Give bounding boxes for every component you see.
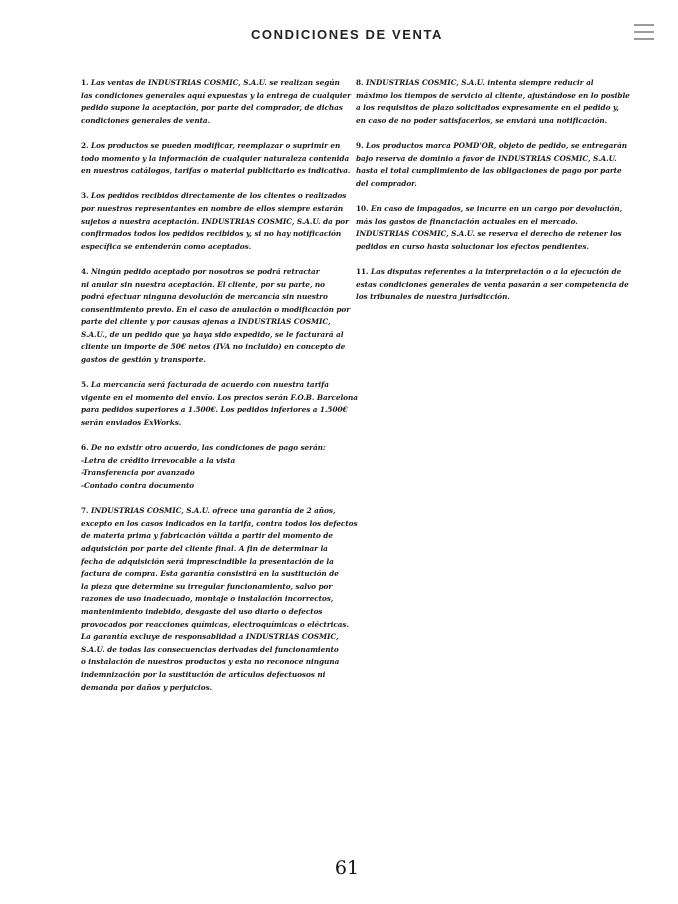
clause-text: estas condiciones generales de venta pasarán a ser competencia de — [356, 279, 629, 289]
right-column — [356, 77, 630, 316]
clause-number: 8. — [356, 78, 364, 87]
clause-line — [81, 291, 337, 304]
clause-line — [81, 505, 337, 518]
clause-number: 6. — [81, 443, 89, 453]
clause-line — [356, 291, 616, 304]
clause-line — [81, 140, 341, 153]
clause-text: Las disputas referentes a la interpretación o a la ejecución de — [371, 266, 622, 276]
clause-text: cliente un importe de 50€ netos (IVA no incluido) en concepto de — [81, 342, 346, 352]
clause-text: específica se entenderán como aceptados. — [81, 241, 252, 251]
clause-3 — [81, 190, 349, 253]
clause-text: consentimiento previo. En el caso de anulación o modificación por — [81, 304, 350, 314]
clause-text: Las ventas de INDUSTRIAS COSMIC, S.A.U. se realizan según — [91, 78, 340, 87]
clause-text: hasta el total cumplimiento de las obligaciones de pago por parte — [356, 166, 622, 176]
clause-text: la pieza que determine su irregular funcionamiento, salvo por — [81, 581, 333, 591]
clause-text: gastos de gestión y transporte. — [81, 355, 206, 365]
clause-line — [81, 228, 342, 241]
clause-line — [81, 379, 337, 392]
clause-line — [356, 279, 629, 292]
clause-text: para pedidos superiores a 1.500€. Los pedidos inferiores a 1.500€ — [81, 405, 348, 415]
clause-text: ni anular sin nuestra aceptación. El cliente, por su parte, no — [81, 279, 325, 289]
clause-text: INDUSTRIAS COSMIC, S.A.U. se reserva el derecho de retener los — [356, 229, 622, 239]
clause-line — [81, 304, 350, 317]
clause-text: -Transferencia por avanzado — [81, 468, 195, 478]
clause-10 — [356, 203, 623, 253]
clause-line — [356, 266, 622, 279]
clause-line — [81, 153, 350, 166]
clause-line — [81, 669, 337, 682]
clause-text: en caso de no poder satisfacerlos, se enviará una notificación. — [356, 115, 608, 125]
clause-text: S.A.U., de un pedido que ya haya sido expedido, se le facturará al — [81, 329, 344, 339]
menu-bar — [634, 38, 654, 40]
clause-line — [356, 216, 616, 229]
clause-number: 2. — [81, 140, 89, 150]
clause-line — [81, 606, 337, 619]
clause-line — [81, 417, 337, 430]
clause-line — [81, 518, 358, 531]
clause-11 — [356, 266, 629, 304]
clause-line — [81, 90, 351, 103]
clause-line — [81, 480, 337, 493]
clause-9 — [356, 140, 628, 190]
clause-line — [81, 593, 337, 606]
clause-line — [81, 543, 337, 556]
clause-line — [356, 165, 622, 178]
clause-text: S.A.U. de todas las consecuencias derivadas del funcionamiento — [81, 644, 339, 654]
clause-line — [81, 644, 337, 657]
clause-line — [81, 190, 347, 203]
page-number: 61 — [334, 857, 360, 879]
clause-7 — [81, 505, 358, 694]
clause-text: Los productos se pueden modificar, reemplazar o suprimir en — [91, 140, 341, 150]
clause-text: excepto en los casos indicados en la tarifa, contra todos los defectos — [81, 518, 358, 528]
clause-line — [81, 115, 337, 128]
clause-text: a los requisitos de plazo solicitados expresamente en el pedido y, — [356, 103, 619, 113]
hamburger-menu-icon[interactable] — [634, 23, 654, 40]
clause-text: vigente en el momento del envío. Los precios serán F.O.B. Barcelona — [81, 392, 358, 402]
clause-line — [356, 228, 622, 241]
left-column — [81, 77, 358, 707]
clause-line — [356, 178, 616, 191]
clause-line — [81, 316, 337, 329]
clause-line — [81, 581, 337, 594]
clause-text: podrá efectuar ninguna devolución de mercancía sin nuestro — [81, 292, 328, 302]
clause-text: mantenimiento indebido, desgaste del uso diario o defectos — [81, 606, 323, 616]
clause-line — [356, 203, 623, 216]
clause-number: 7. — [81, 506, 89, 516]
clause-text: de materia prima y fabricación válida a partir del momento de — [81, 531, 333, 541]
clause-text: INDUSTRIAS COSMIC, S.A.U. ofrece una garantía de 2 años, — [91, 506, 336, 516]
clause-number: 1. — [81, 78, 89, 87]
clause-line — [81, 77, 340, 90]
clause-line — [81, 404, 348, 417]
clause-line — [81, 165, 351, 178]
clause-text: más los gastos de financiación actuales en el mercado. — [356, 216, 578, 226]
clause-text: por nuestros representantes en nombre de ellos siempre estarán — [81, 203, 344, 213]
clause-line — [81, 556, 337, 569]
clause-text: del comprador. — [356, 178, 417, 188]
clause-line — [81, 241, 337, 254]
clause-text: -Letra de crédito irrevocable a la vista — [81, 455, 236, 465]
clause-text: -Contado contra documento — [81, 481, 195, 490]
clause-text: adquisición por parte del cliente final. A fin de determinar la — [81, 543, 328, 553]
clause-4 — [81, 266, 350, 367]
clause-line — [81, 392, 358, 405]
clause-line — [81, 656, 340, 669]
clause-line — [356, 153, 616, 166]
clause-number: 4. — [81, 266, 89, 276]
clause-line — [356, 140, 628, 153]
clause-text: bajo reserva de dominio a favor de INDUSTRIAS COSMIC, S.A.U. — [356, 153, 617, 163]
clause-line — [356, 90, 630, 103]
clause-6 — [81, 442, 337, 492]
clause-line — [81, 467, 337, 480]
clause-text: La mercancía será facturada de acuerdo con nuestra tarifa — [91, 380, 329, 390]
clause-text: condiciones generales de venta. — [81, 115, 211, 125]
clause-text: Los pedidos recibidos directamente de los clientes o realizados — [91, 191, 347, 201]
clause-number: 10. — [356, 203, 369, 213]
clause-number: 3. — [81, 191, 89, 201]
clause-text: parte del cliente y por causas ajenas a INDUSTRIAS COSMIC, — [81, 317, 331, 327]
clause-text: o instalación de nuestros productos y esta no reconoce ninguna — [81, 657, 340, 667]
clause-line — [81, 266, 337, 279]
clause-text: De no existir otro acuerdo, las condiciones de pago serán: — [91, 443, 326, 453]
clause-line — [81, 619, 349, 632]
clause-text: en nuestros catálogos, tarifas o material publicitario es indicativa. — [81, 166, 351, 176]
clause-line — [81, 455, 337, 468]
page-title: CONDICIONES DE VENTA — [250, 27, 444, 42]
clause-line — [81, 682, 337, 695]
clause-line — [81, 216, 349, 229]
clause-8 — [356, 77, 630, 127]
clause-line — [356, 77, 616, 90]
clause-line — [81, 102, 343, 115]
clause-line — [81, 203, 344, 216]
clause-text: demanda por daños y perjuicios. — [81, 682, 213, 692]
clause-line — [81, 341, 346, 354]
clause-text: Ningún pedido aceptado por nosotros se podrá retractar — [91, 266, 320, 276]
clause-text: sujetos a nuestra aceptación. INDUSTRIAS COSMIC, S.A.U. da por — [81, 216, 349, 226]
clause-number: 11. — [356, 266, 369, 276]
clause-text: pedido supone la aceptación, por parte del comprador, de dichas — [81, 103, 343, 113]
clause-text: máximo los tiempos de servicio al cliente, ajustándose en lo posible — [356, 90, 630, 100]
clause-text: Los productos marca POMD'OR, objeto de pedido, se entregarán — [366, 140, 628, 150]
clause-text: La garantía excluye de responsablidad a INDUSTRIAS COSMIC, — [81, 632, 339, 642]
menu-bar — [634, 31, 654, 33]
clause-number: 9. — [356, 140, 364, 150]
clause-text: las condiciones generales aquí expuestas y la entrega de cualquier — [81, 90, 351, 100]
clause-line — [81, 568, 337, 581]
clause-text: serán enviados ExWorks. — [81, 418, 182, 428]
menu-bar — [634, 24, 654, 26]
clause-line — [81, 329, 344, 342]
clause-text: provocados por reacciones químicas, electroquímicas o eléctricas. — [81, 619, 349, 629]
clause-text: En caso de impagados, se incurre en un cargo por devolución, — [371, 203, 623, 213]
clause-text: confirmados todos los pedidos recibidos y, si no hay notificación — [81, 229, 342, 239]
clause-line — [356, 102, 619, 115]
clause-text: todo momento y la información de cualquier naturaleza contenida — [81, 153, 350, 163]
clause-line — [81, 279, 337, 292]
clause-line — [81, 631, 337, 644]
clause-text: los tribunales de nuestra jurisdicción. — [356, 292, 510, 302]
clause-5 — [81, 379, 358, 429]
clause-text: razones de uso inadecuado, montaje o instalación incorrectos, — [81, 594, 334, 604]
clause-1 — [81, 77, 351, 127]
clause-line — [356, 115, 616, 128]
clause-line — [356, 241, 616, 254]
clause-text: INDUSTRIAS COSMIC, S.A.U. intenta siempre reducir al — [366, 78, 594, 87]
clause-text: fecha de adquisición será imprescindible la presentación de la — [81, 556, 334, 566]
clause-text: pedidos en curso hasta solucionar los efectos pendientes. — [356, 241, 589, 251]
clause-line — [81, 354, 337, 367]
clause-line — [81, 530, 337, 543]
clause-text: factura de compra. Esta garantía consistirá en la sustitución de — [81, 569, 339, 579]
clause-text: indemnización por la sustitución de artículos defectuosos ni — [81, 669, 326, 679]
clause-2 — [81, 140, 351, 178]
clause-number: 5. — [81, 380, 89, 390]
clause-line — [81, 442, 337, 455]
